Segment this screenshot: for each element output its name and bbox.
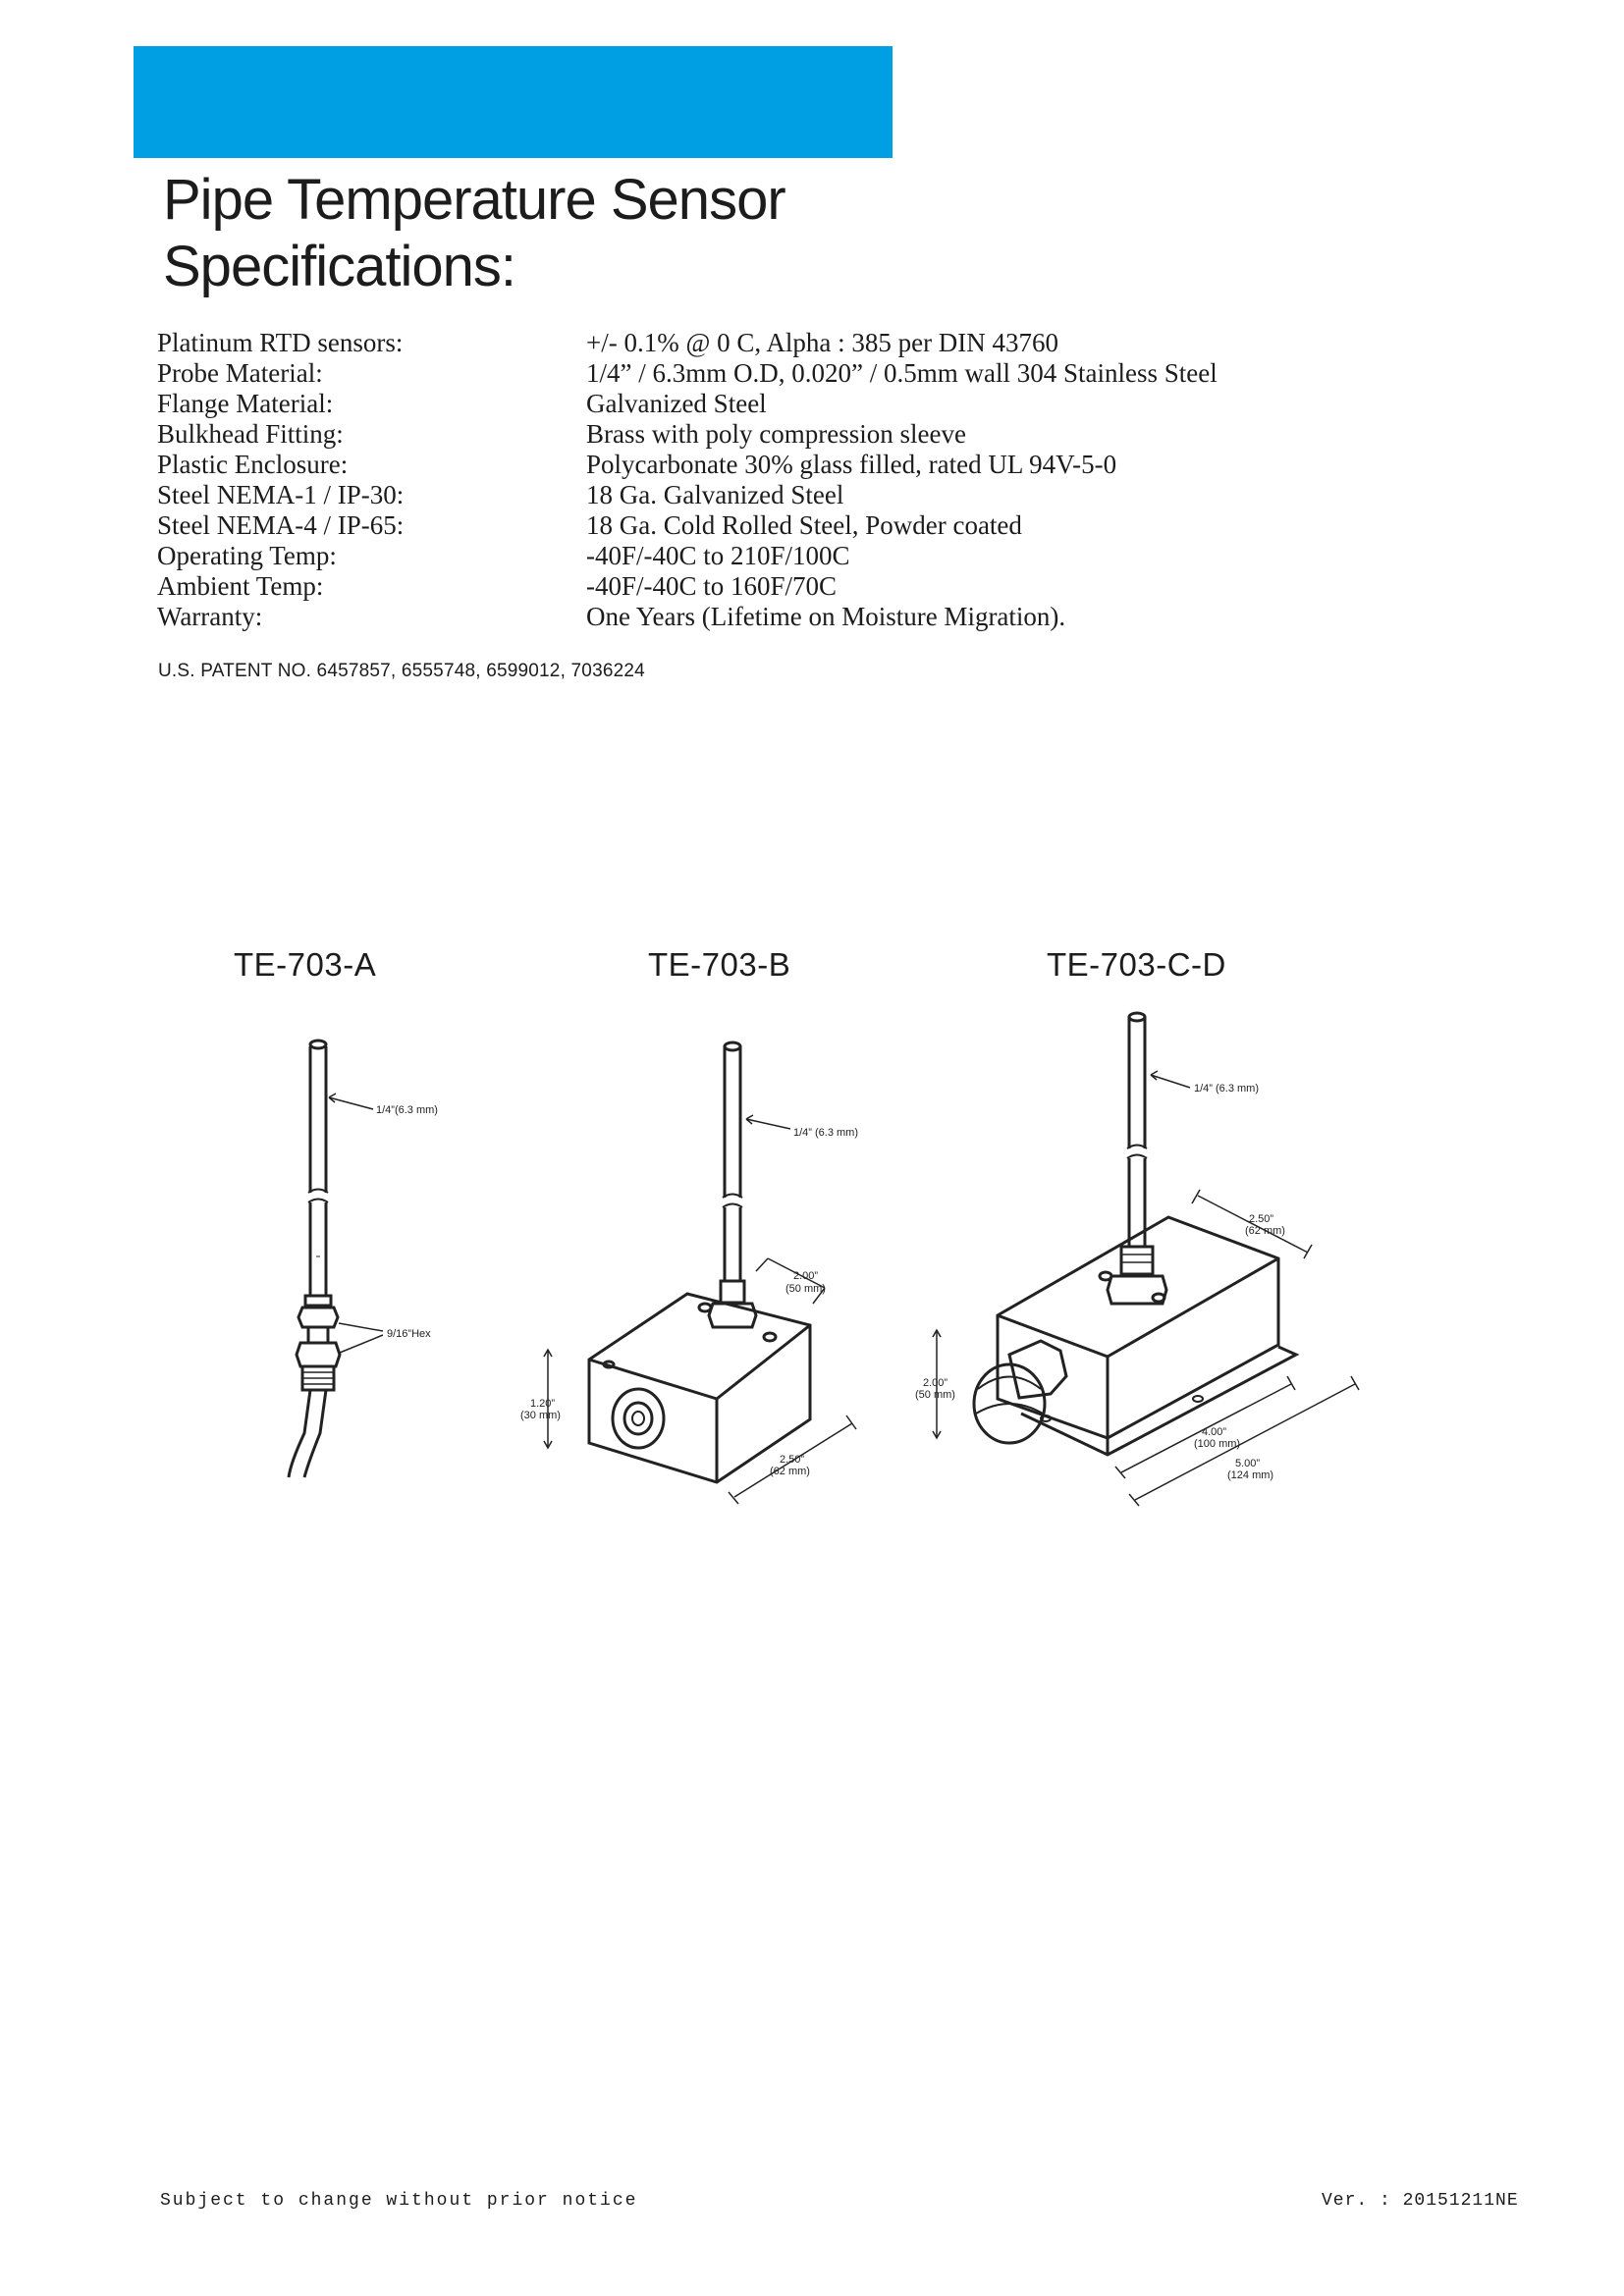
spec-label: Platinum RTD sensors: (157, 328, 404, 357)
spec-value: Polycarbonate 30% glass filled, rated UL 94V-5-0 (586, 450, 1117, 479)
te-703-b-drawing (511, 1031, 884, 1522)
footer-notice: Subject to change without prior notice (160, 2191, 638, 2211)
spec-value: Galvanized Steel (586, 389, 767, 418)
te-703-b-depth-mm: (50 mm) (785, 1283, 826, 1295)
te-703-c-drawing (903, 1001, 1365, 1551)
spec-value: 18 Ga. Galvanized Steel (586, 480, 844, 509)
spec-value: -40F/-40C to 210F/100C (586, 541, 850, 570)
spec-label: Ambient Temp: (157, 571, 324, 601)
patent-numbers: U.S. PATENT NO. 6457857, 6555748, 6599012, 7036224 (158, 661, 645, 681)
spec-value: -40F/-40C to 160F/70C (586, 571, 838, 601)
spec-label: Plastic Enclosure: (157, 450, 349, 479)
title-line-2: Specifications: (163, 235, 515, 298)
te-703-b-height-mm: (30 mm) (520, 1410, 561, 1421)
te-703-b-width-mm: (62 mm) (770, 1466, 810, 1477)
spec-value: 1/4” / 6.3mm O.D, 0.020” / 0.5mm wall 304 Stainless Steel (586, 358, 1218, 388)
te-703-a-drawing (265, 1031, 461, 1492)
spec-value: +/- 0.1% @ 0 C, Alpha : 385 per DIN 43760 (586, 328, 1059, 357)
spec-label: Steel NEMA-1 / IP-30: (157, 480, 405, 509)
te-703-c-probe-dim: 1/4” (6.3 mm) (1194, 1083, 1260, 1095)
spec-label: Bulkhead Fitting: (157, 419, 344, 449)
header-banner (134, 46, 893, 158)
model-label-a: TE-703-A (234, 946, 377, 983)
te-703-b-width-dim: 2.50” (780, 1454, 805, 1466)
te-703-c-depth-dim: 2.50” (1249, 1213, 1274, 1225)
te-703-b-depth-dim: 2.00” (793, 1270, 819, 1282)
te-703-c-flange-mm: (124 mm) (1227, 1469, 1274, 1481)
spec-value: 18 Ga. Cold Rolled Steel, Powder coated (586, 510, 1022, 540)
spec-label: Probe Material: (157, 358, 323, 388)
spec-label: Warranty: (157, 602, 263, 631)
spec-value: Brass with poly compression sleeve (586, 419, 966, 449)
te-703-a-hex-dim: 9/16”Hex (387, 1328, 431, 1340)
model-label-b: TE-703-B (648, 946, 791, 983)
footer-version: Ver. : 20151211NE (1322, 2191, 1519, 2211)
spec-label: Steel NEMA-4 / IP-65: (157, 510, 405, 540)
title-line-1: Pipe Temperature Sensor (163, 168, 785, 232)
page-title (163, 167, 785, 300)
te-703-c-len-dim: 4.00” (1202, 1426, 1227, 1438)
te-703-b-height-dim: 1.20” (530, 1398, 556, 1410)
te-703-a-probe-dim: 1/4”(6.3 mm) (376, 1104, 438, 1116)
te-703-b-probe-dim: 1/4” (6.3 mm) (793, 1127, 859, 1139)
spec-label: Operating Temp: (157, 541, 337, 570)
te-703-c-height-mm: (50 mm) (915, 1389, 955, 1401)
te-703-c-flange-dim: 5.00” (1235, 1458, 1261, 1469)
model-label-c: TE-703-C-D (1047, 946, 1226, 983)
te-703-c-len-mm: (100 mm) (1194, 1438, 1241, 1450)
te-703-c-height-dim: 2.00” (923, 1377, 948, 1389)
spec-label: Flange Material: (157, 389, 334, 418)
spec-value: One Years (Lifetime on Moisture Migration). (586, 602, 1066, 631)
te-703-c-depth-mm: (62 mm) (1245, 1225, 1285, 1237)
